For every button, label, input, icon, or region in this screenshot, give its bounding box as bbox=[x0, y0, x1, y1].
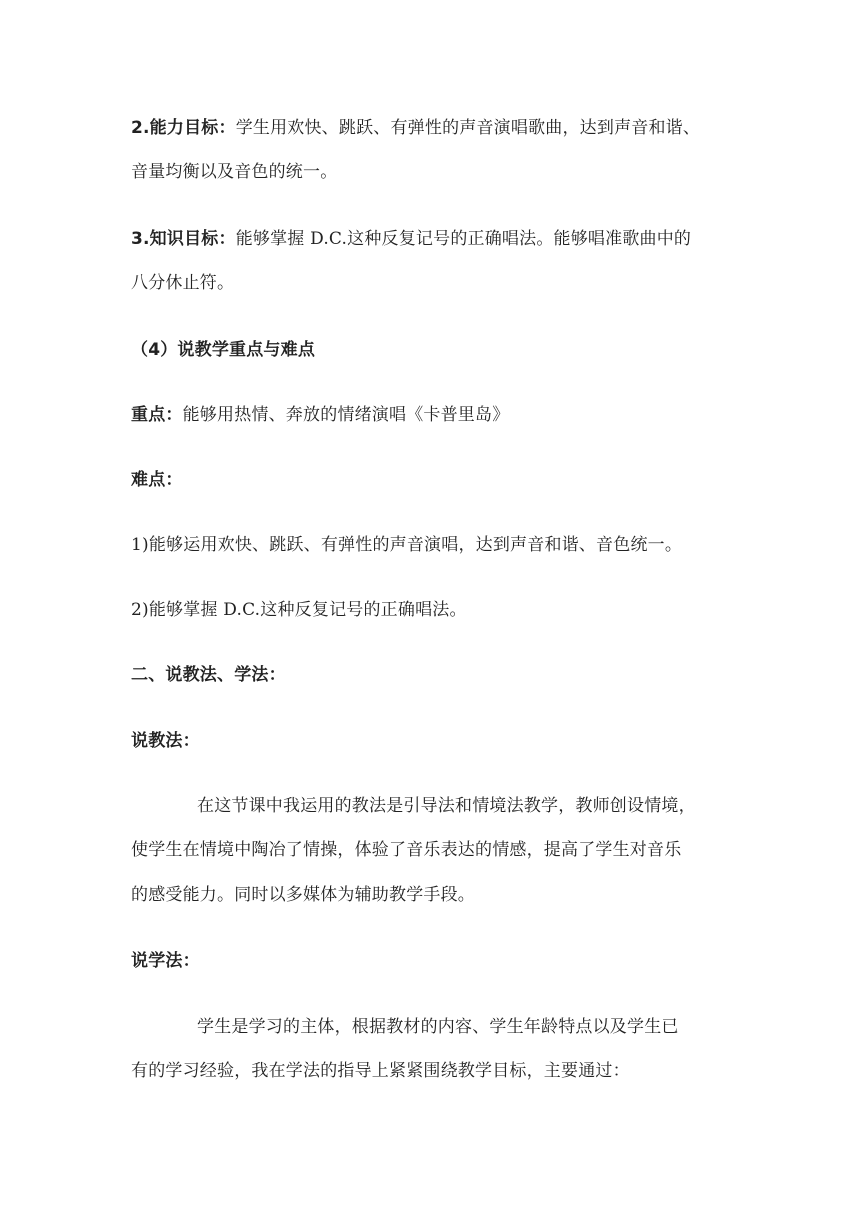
knowledge-goal-line-1 bbox=[131, 227, 741, 251]
section-2-heading: 二、说教法、学法： bbox=[131, 665, 286, 685]
section-4-heading: （4）说教学重点与难点 bbox=[131, 340, 316, 360]
learning-method-label: 说学法： bbox=[131, 951, 200, 971]
knowledge-goal-line-2: 八分休止符。 bbox=[131, 273, 235, 293]
ability-goal-label: 2.能力目标： bbox=[131, 118, 236, 138]
key-point-line bbox=[131, 403, 741, 427]
ability-goal-line-2: 音量均衡以及音色的统一。 bbox=[131, 162, 338, 182]
teaching-method-line-3: 的感受能力。同时以多媒体为辅助教学手段。 bbox=[131, 885, 475, 905]
learning-method-line-2: 有的学习经验，我在学法的指导上紧紧围绕教学目标，主要通过： bbox=[131, 1061, 630, 1081]
teaching-method-label: 说教法： bbox=[131, 731, 200, 751]
key-point-text: 能够用热情、奔放的情绪演唱《卡普里岛》 bbox=[182, 405, 510, 425]
ability-goal-text: 学生用欢快、跳跃、有弹性的声音演唱歌曲，达到声音和谐、 bbox=[235, 118, 701, 138]
learning-method-line-1: 学生是学习的主体，根据教材的内容、学生年龄特点以及学生已 bbox=[197, 1017, 679, 1037]
teaching-method-line-1: 在这节课中我运用的教法是引导法和情境法教学，教师创设情境， bbox=[197, 796, 696, 816]
difficulty-item-1: 1)能够运用欢快、跳跃、有弹性的声音演唱，达到声音和谐、音色统一。 bbox=[131, 535, 683, 555]
knowledge-goal-label: 3.知识目标： bbox=[131, 229, 236, 249]
key-point-label: 重点： bbox=[131, 405, 183, 425]
knowledge-goal-text: 能够掌握 D.C.这种反复记号的正确唱法。能够唱准歌曲中的 bbox=[235, 229, 692, 249]
teaching-method-line-2: 使学生在情境中陶冶了情操，体验了音乐表达的情感，提高了学生对音乐 bbox=[131, 840, 682, 860]
ability-goal-line-1 bbox=[131, 116, 741, 140]
difficulty-label: 难点： bbox=[131, 470, 183, 490]
difficulty-item-2: 2)能够掌握 D.C.这种反复记号的正确唱法。 bbox=[131, 600, 467, 620]
